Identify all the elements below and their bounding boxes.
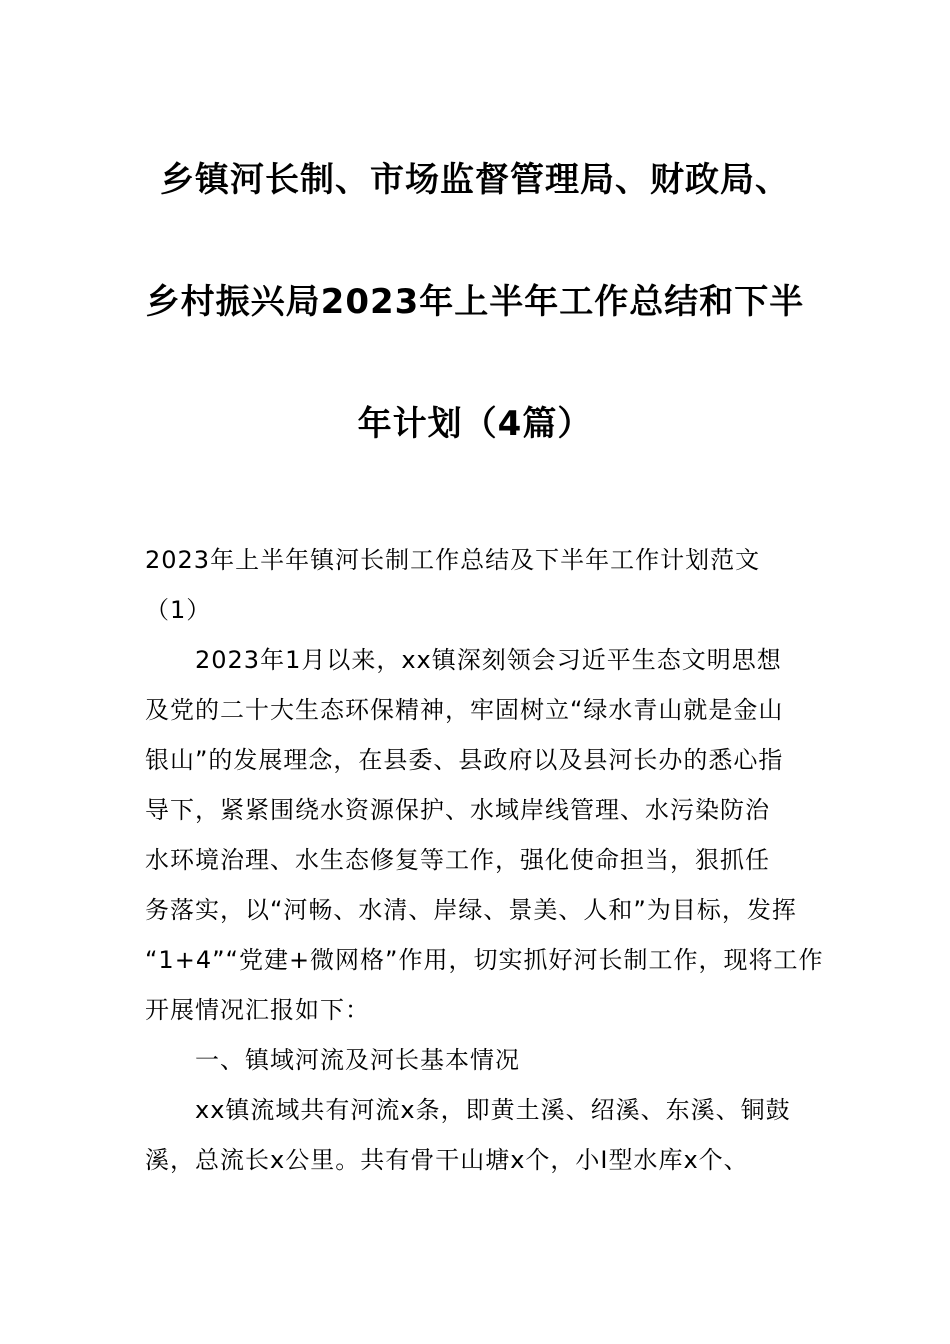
paragraph-line: “1+4”“党建+微网格”作用，切实抓好河长制工作，现将工作 xyxy=(145,946,824,974)
title-line-3: 年计划（4篇） xyxy=(357,404,593,444)
document-title xyxy=(120,150,830,454)
paragraph-line: 开展情况汇报如下： xyxy=(145,996,370,1024)
paragraph-line: 及党的二十大生态环保精神，牢固树立“绿水青山就是金山 xyxy=(145,696,784,724)
title-line-1: 乡镇河长制、市场监督管理局、财政局、 xyxy=(160,160,790,200)
paragraph-line: 2023年1月以来，xx镇深刻领会习近平生态文明思想 xyxy=(195,646,782,674)
paragraph-line: 溪，总流长x公里。共有骨干山塘x个，小Ⅰ型水库x个、 xyxy=(145,1146,749,1174)
subsection-heading: 一、镇域河流及河长基本情况 xyxy=(195,1046,520,1074)
paragraph-line: 务落实，以“河畅、水清、岸绿、景美、人和”为目标，发挥 xyxy=(145,896,797,924)
paragraph-line: 水环境治理、水生态修复等工作，强化使命担当，狠抓任 xyxy=(145,846,770,874)
document-body xyxy=(145,535,824,1185)
title-line-2: 乡村振兴局2023年上半年工作总结和下半 xyxy=(145,282,805,322)
paragraph-line: 导下，紧紧围绕水资源保护、水域岸线管理、水污染防治 xyxy=(145,796,770,824)
section-heading-number: （1） xyxy=(145,596,212,624)
section-heading: 2023年上半年镇河长制工作总结及下半年工作计划范文 xyxy=(145,546,761,574)
paragraph-line: xx镇流域共有河流x条，即黄土溪、绍溪、东溪、铜鼓 xyxy=(195,1096,791,1124)
paragraph-line: 银山”的发展理念，在县委、县政府以及县河长办的悉心指 xyxy=(145,746,784,774)
